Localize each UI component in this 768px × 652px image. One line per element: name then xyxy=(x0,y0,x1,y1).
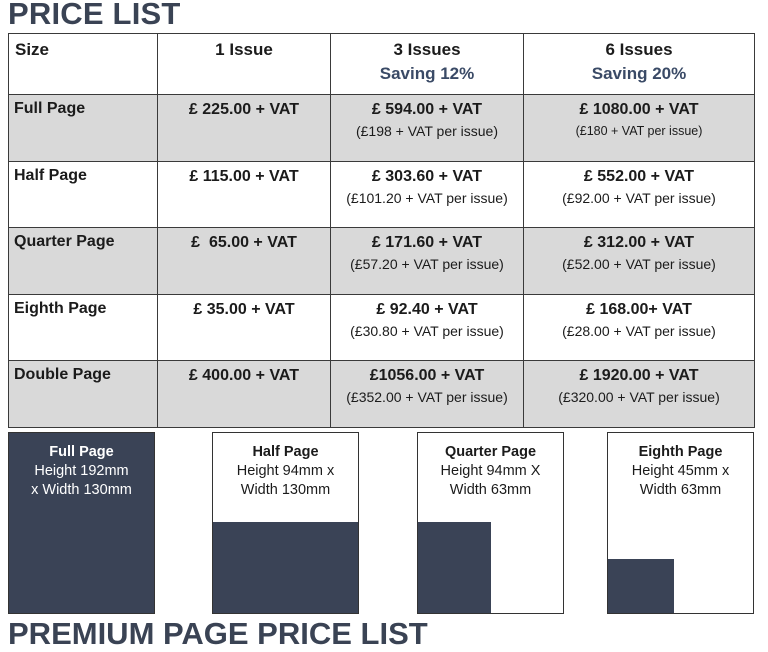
size-label: Quarter Page xyxy=(9,228,158,295)
half-page-fill xyxy=(213,522,358,613)
price-6-issues: £ 312.00 + VAT (£52.00 + VAT per issue) xyxy=(524,228,755,295)
price-6-issues: £ 168.00+ VAT (£28.00 + VAT per issue) xyxy=(524,294,755,361)
price-1-issue: £ 400.00 + VAT xyxy=(158,361,331,428)
header-3-issues: 3 Issues Saving 12% xyxy=(331,34,524,95)
page-title: PRICE LIST xyxy=(8,0,181,31)
table-row xyxy=(9,361,755,428)
table-row xyxy=(9,161,755,228)
size-label: Half Page xyxy=(9,161,158,228)
table-header-row xyxy=(9,34,755,95)
size-label: Eighth Page xyxy=(9,294,158,361)
price-3-issues: £ 303.60 + VAT (£101.20 + VAT per issue) xyxy=(331,161,524,228)
footer-heading: PREMIUM PAGE PRICE LIST xyxy=(8,616,428,651)
price-6-issues: £ 1920.00 + VAT (£320.00 + VAT per issue) xyxy=(524,361,755,428)
quarter-page-fill xyxy=(418,522,491,613)
diagram-label: Full Page Height 192mm x Width 130mm xyxy=(31,444,132,498)
header-1-issue: 1 Issue xyxy=(158,34,331,95)
price-1-issue: £ 115.00 + VAT xyxy=(158,161,331,228)
size-label: Full Page xyxy=(9,95,158,162)
price-3-issues: £ 171.60 + VAT (£57.20 + VAT per issue) xyxy=(331,228,524,295)
table-row xyxy=(9,294,755,361)
diagram-label: Eighth Page Height 45mm x Width 63mm xyxy=(631,444,730,498)
eighth-page-fill xyxy=(608,559,674,613)
quarter-page-diagram xyxy=(417,432,564,614)
header-size: Size xyxy=(9,34,158,95)
table-row xyxy=(9,228,755,295)
price-3-issues: £1056.00 + VAT (£352.00 + VAT per issue) xyxy=(331,361,524,428)
price-1-issue: £ 65.00 + VAT xyxy=(158,228,331,295)
saving-20: Saving 20% xyxy=(591,64,687,83)
price-3-issues: £ 594.00 + VAT (£198 + VAT per issue) xyxy=(331,95,524,162)
diagram-label: Half Page Height 94mm x Width 130mm xyxy=(236,444,335,498)
price-table xyxy=(8,33,755,428)
price-6-issues: £ 1080.00 + VAT (£180 + VAT per issue) xyxy=(524,95,755,162)
size-label: Double Page xyxy=(9,361,158,428)
eighth-page-diagram xyxy=(607,432,754,614)
price-1-issue: £ 35.00 + VAT xyxy=(158,294,331,361)
diagram-label: Quarter Page Height 94mm X Width 63mm xyxy=(440,444,541,498)
saving-12: Saving 12% xyxy=(379,64,475,83)
price-6-issues: £ 552.00 + VAT (£92.00 + VAT per issue) xyxy=(524,161,755,228)
full-page-diagram xyxy=(8,432,155,614)
price-1-issue: £ 225.00 + VAT xyxy=(158,95,331,162)
half-page-diagram xyxy=(212,432,359,614)
header-6-issues: 6 Issues Saving 20% xyxy=(524,34,755,95)
table-row xyxy=(9,95,755,162)
price-3-issues: £ 92.40 + VAT (£30.80 + VAT per issue) xyxy=(331,294,524,361)
